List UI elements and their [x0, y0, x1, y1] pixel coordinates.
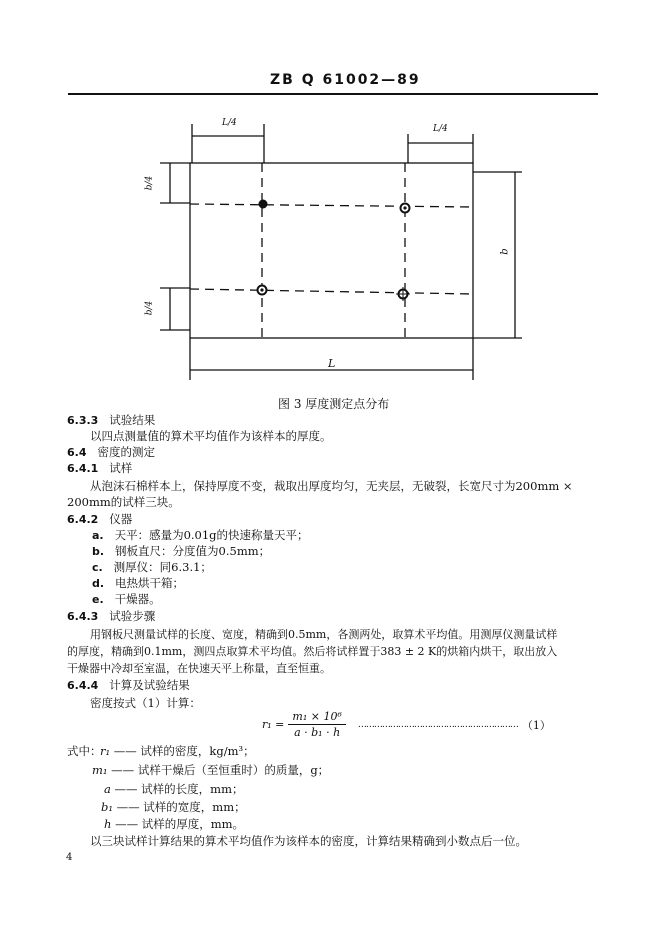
section-6-3-3-body: 以四点测量值的算术平均值作为该样本的厚度。	[90, 429, 332, 443]
section-6-4-1-heading	[67, 460, 132, 477]
section-6-4-3-body-line-3: 干燥器中冷却至室温，在快速天平上称量，直至恒重。	[67, 662, 331, 675]
item-mark: b.	[92, 545, 105, 558]
item-mark: a.	[92, 529, 104, 542]
section-title: 密度的测定	[97, 445, 155, 459]
variable-symbol: h	[104, 817, 112, 831]
section-6-4-1-body-line-2: 200mm的试样三块。	[67, 495, 180, 509]
section-number: 6.4.3	[67, 610, 99, 623]
variable-symbol: r₁	[100, 744, 111, 758]
dim-label-L4-top-left: L/4	[222, 118, 237, 128]
measurement-points	[258, 200, 411, 302]
where-label: 式中：	[67, 744, 102, 758]
variable-text: —— 试样干燥后（至恒重时）的质量，g；	[111, 763, 330, 777]
formula-fraction	[288, 710, 345, 739]
formula-leader-dots: ……………………………………………………	[357, 719, 518, 730]
section-title: 试验步骤	[109, 609, 156, 623]
page-number: 4	[66, 852, 73, 863]
section-number: 6.4.4	[67, 679, 99, 692]
variable-definition	[104, 781, 243, 797]
thickness-measurement-figure	[0, 0, 666, 400]
variable-symbol: a	[104, 782, 111, 796]
variable-text: —— 试样的长度，mm；	[114, 782, 244, 796]
variable-definition	[92, 762, 329, 778]
section-6-4-3-heading	[67, 608, 155, 625]
dim-label-b4-left-top: b/4	[144, 175, 155, 191]
section-6-4-3-body-line-2: 的厚度，精确到0.1mm，测四点取算术平均值。然后将试样置于383 ± 2 K的烘箱内烘干，取出放入	[67, 645, 558, 658]
variable-definition	[101, 799, 246, 815]
formula-number: （1）	[521, 718, 551, 732]
variable-definition	[104, 816, 244, 832]
item-mark: e.	[92, 593, 104, 606]
section-6-3-3-heading	[67, 412, 155, 429]
dashed-line-horizontal-top	[190, 204, 473, 207]
item-text: 测厚仪：同6.3.1；	[113, 560, 212, 574]
dim-label-b4-left-bottom: b/4	[144, 300, 155, 316]
variable-text: —— 试样的宽度，mm；	[116, 800, 246, 814]
dashed-line-horizontal-bottom	[190, 289, 473, 294]
dim-label-b-right: b	[499, 248, 511, 255]
dim-label-L4-top-right: L/4	[433, 124, 448, 134]
standard-code: ZB Q 61002—89	[270, 72, 421, 88]
section-6-4-1-body-line-1: 从泡沫石棉样本上，保持厚度不变，裁取出厚度均匀，无夹层，无破裂，长宽尺寸为200mm ×	[90, 479, 573, 493]
instrument-item	[92, 543, 270, 560]
instrument-item	[92, 559, 212, 576]
variable-symbol: m₁	[92, 763, 108, 777]
section-6-4-3-body-line-1: 用钢板尺测量试样的长度、宽度，精确到0.5mm，各测两处，取算术平均值。用测厚仪测量试样	[90, 628, 558, 641]
density-formula	[262, 710, 551, 739]
dim-label-L-bottom: L	[328, 357, 336, 370]
instrument-item	[92, 591, 161, 608]
section-6-4-2-heading	[67, 511, 132, 528]
instrument-item	[92, 527, 309, 544]
formula-denominator: a · b₁ · h	[294, 726, 341, 739]
section-6-4-heading	[67, 444, 155, 461]
section-number: 6.4.2	[67, 513, 99, 526]
item-text: 干燥器。	[114, 592, 161, 606]
variable-definition	[100, 743, 255, 759]
section-title: 试验结果	[109, 413, 156, 427]
variable-text: —— 试样的厚度，mm。	[115, 817, 245, 831]
formula-lhs: r₁ =	[262, 718, 285, 731]
final-statement: 以三块试样计算结果的算术平均值作为该样本的密度，计算结果精确到小数点后一位。	[90, 834, 527, 848]
section-title: 试样	[109, 461, 133, 475]
instrument-item	[92, 575, 184, 592]
variable-symbol: b₁	[101, 800, 113, 814]
item-text: 钢板直尺：分度值为0.5mm；	[115, 544, 271, 558]
formula-numerator: m₁ × 10⁶	[288, 710, 345, 725]
section-title: 计算及试验结果	[109, 678, 190, 692]
section-number: 6.4.1	[67, 462, 99, 475]
section-number: 6.4	[67, 446, 87, 459]
measurement-point	[259, 200, 268, 209]
section-6-4-4-intro: 密度按式（1）计算：	[90, 696, 201, 710]
item-mark: c.	[92, 561, 103, 574]
figure-caption: 图 3 厚度测定点分布	[278, 397, 390, 411]
section-6-4-4-heading	[67, 677, 190, 694]
section-number: 6.3.3	[67, 414, 99, 427]
variable-text: —— 试样的密度，kg/m³；	[113, 744, 255, 758]
section-title: 仪器	[109, 512, 133, 526]
item-text: 天平：感量为0.01g的快速称量天平；	[114, 528, 309, 542]
item-mark: d.	[92, 577, 105, 590]
item-text: 电热烘干箱；	[115, 576, 185, 590]
specimen-outline	[190, 163, 473, 338]
